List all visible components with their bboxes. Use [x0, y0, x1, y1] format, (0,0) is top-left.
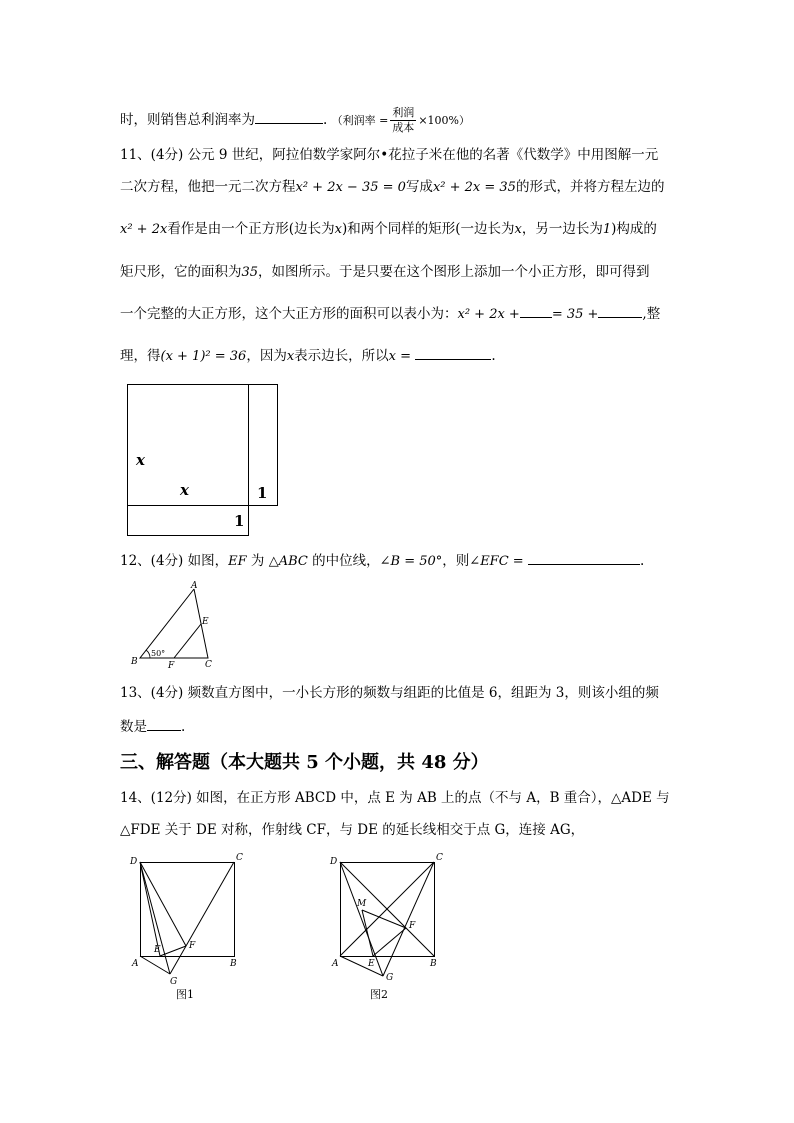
- q13-line-1: 13、(4分) 频数直方图中，一小长方形的频数与组距的比值是 6，组距为 3，则该小组的频: [120, 685, 659, 701]
- svg-text:C: C: [436, 853, 443, 863]
- q12-answer-blank[interactable]: [528, 550, 640, 565]
- svg-text:C: C: [205, 660, 212, 670]
- svg-text:E: E: [202, 617, 209, 627]
- equation-rewritten: x² + 2x = 35: [432, 180, 516, 195]
- triangle-figure: [128, 580, 228, 670]
- square-completion-figure: [120, 378, 290, 543]
- q11-line-5: 一个完整的大正方形，这个大正方形的面积可以表小为：x² + 2x + = 35 + ,整: [120, 303, 660, 325]
- q13-line-2: 数是 .: [120, 716, 185, 737]
- svg-text:B: B: [131, 657, 138, 667]
- q14-line-1: 14、(12分) 如图，在正方形 ABCD 中，点 E 为 AB 上的点（不与 A，B 重合），△ADE 与: [120, 790, 670, 806]
- q11-line-2: 二次方程，他把一元二次方程x² + 2x − 35 = 0写成x² + 2x = 35的形式，并将方程左边的: [120, 179, 665, 195]
- svg-text:F: F: [189, 941, 196, 951]
- triangle-abc: [140, 589, 208, 658]
- svg-text:M: M: [357, 899, 367, 909]
- square-figure-1: [126, 852, 246, 1004]
- figure-2-caption: 图2: [370, 988, 388, 1001]
- svg-text:F: F: [409, 921, 416, 931]
- svg-text:C: C: [236, 853, 243, 863]
- q11-line-3: x² + 2x看作是由一个正方形(边长为x)和两个同样的矩形(一边长为x，另一边长为1)构成的: [120, 221, 657, 237]
- square-figure-2: [326, 852, 446, 1004]
- section-title: 三、解答题（本大题共 5 个小题，共 48 分）: [120, 752, 489, 773]
- label-x-left: x: [136, 451, 145, 469]
- q10-line: 时，则销售总利润率为 . （利润率 = $\frac{\text{利润}}{\text{成本}}$ ×100%）: [120, 106, 470, 134]
- q14-line-2: △FDE 关于 DE 对称，作射线 CF，与 DE 的延长线相交于点 G，连接 AG，: [120, 822, 585, 838]
- profit-rate-note: （利润率 =: [331, 114, 389, 127]
- label-one-right: 1: [257, 484, 268, 502]
- svg-text:A: A: [132, 959, 139, 969]
- svg-text:G: G: [170, 977, 178, 987]
- figure-1-caption: 图1: [176, 988, 194, 1001]
- svg-text:A: A: [332, 959, 339, 969]
- svg-text:D: D: [330, 857, 338, 867]
- q11-line-6: 理，得(x + 1)² = 36，因为x表示边长，所以x = .: [120, 345, 496, 367]
- svg-text:50°: 50°: [151, 649, 166, 658]
- q13-answer-blank[interactable]: [147, 716, 181, 731]
- label-x-bottom: x: [180, 481, 189, 499]
- svg-text:B: B: [230, 959, 237, 969]
- midline-ef: [174, 624, 201, 658]
- label-one-bottom: 1: [234, 512, 245, 530]
- svg-text:E: E: [368, 959, 375, 969]
- angle-arc-b: [146, 650, 150, 658]
- svg-text:B: B: [430, 959, 437, 969]
- svg-text:E: E: [154, 945, 161, 955]
- equation-original: x² + 2x − 35 = 0: [295, 180, 406, 195]
- q11-line-1: 11、(4分) 公元 9 世纪，阿拉伯数学家阿尔•花拉子米在他的名著《代数学》中用图解一元: [120, 147, 659, 163]
- q10-answer-blank[interactable]: [255, 109, 323, 124]
- svg-text:A: A: [191, 581, 198, 591]
- svg-text:G: G: [386, 973, 394, 983]
- bottom-rectangle: [128, 506, 249, 536]
- q11-blank-3[interactable]: [415, 345, 491, 360]
- svg-text:D: D: [130, 857, 138, 867]
- svg-text:F: F: [168, 661, 175, 670]
- q11-blank-2[interactable]: [598, 303, 642, 318]
- profit-fraction: $\frac{\text{利润}}{\text{成本}}$: [392, 106, 415, 134]
- q11-blank-1[interactable]: [520, 303, 552, 318]
- q11-line-4: 矩尺形，它的面积为35，如图所示。于是只要在这个图形上添加一个小正方形，即可得到: [120, 264, 650, 280]
- q12-line: 12、(4分) 如图，EF 为 △ABC 的中位线，∠B = 50°，则∠EFC = .: [120, 550, 644, 572]
